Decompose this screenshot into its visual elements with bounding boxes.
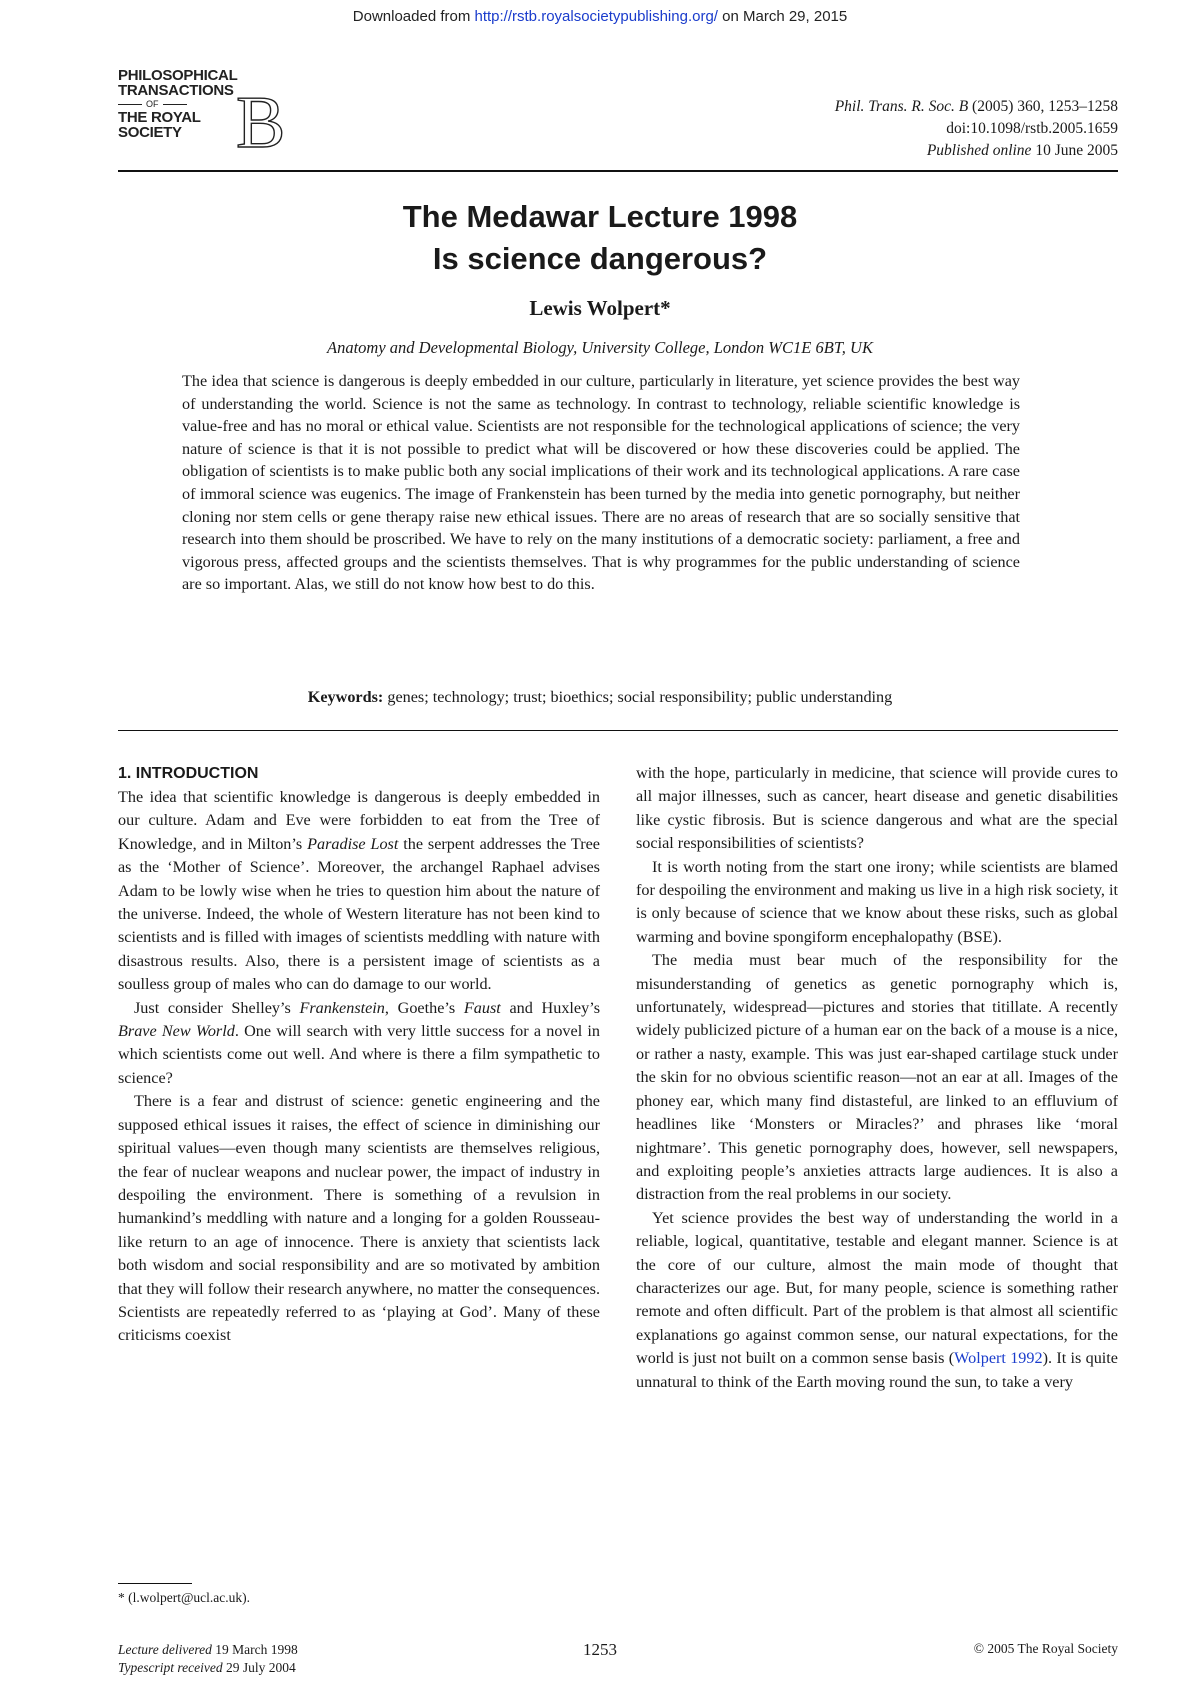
paragraph-r4 <box>636 1207 1118 1394</box>
reference-link[interactable]: Wolpert 1992 <box>954 1349 1043 1368</box>
p1-italic: Paradise Lost <box>307 834 399 853</box>
citation-journal: Phil. Trans. R. Soc. B <box>834 98 969 115</box>
p2-italic-1: Frankenstein <box>299 998 385 1017</box>
typescript-received <box>118 1659 298 1677</box>
p2-text-d: . One will search with very little success for a novel in which scientists come out well. And where is there a film sympathetic to science? <box>118 1022 600 1087</box>
typescript-date: 29 July 2004 <box>222 1660 296 1675</box>
logo-line-1: PHILOSOPHICAL <box>118 67 238 84</box>
keywords-text: genes; technology; trust; bioethics; social responsibility; public understanding <box>383 688 893 706</box>
author-name: Lewis Wolpert* <box>529 296 671 320</box>
page-number: 1253 <box>583 1640 617 1659</box>
p1-text-a: The idea that scientific knowledge is dangerous is deeply embedded in our culture. Adam and Eve were forbidden to eat from the Tree of Knowledge, and in Milton’s <box>118 788 600 853</box>
logo-line-2: TRANSACTIONS <box>118 82 234 99</box>
lecture-label: Lecture delivered <box>118 1642 212 1657</box>
citation-line <box>835 96 1118 118</box>
paragraph-r1: with the hope, particularly in medicine, that science will provide cures to all major illnesses, such as cancer, heart disease and genetic disabilities like cystic fibrosis. But is science dangerous and what are the special social responsibilities of scientists? <box>636 764 1118 853</box>
paragraph-3: There is a fear and distrust of science: genetic engineering and the supposed ethical issues it raises, the effect of science in diminishing our spiritual values—even though many scientists are themselves religious, the fear of nuclear weapons and nuclear power, the impact of industry in despoiling the environment. There is something of a revulsion in humankind’s meddling with nature and a longing for a golden Rousseau-like return to an age of innocence. There is anxiety that scientists lack both wisdom and social responsibility and are so motivated by ambition that they will follow their research anywhere, no matter the consequences. Scientists are repeatedly referred to as ‘playing at God’. Many of these criticisms coexist <box>118 1092 600 1345</box>
header-rule <box>118 170 1118 172</box>
p2-text-c: and Huxley’s <box>500 998 601 1017</box>
r4-text-a: Yet science provides the best way of understanding the world in a reliable, logical, quantitative, testable and elegant manner. Science is at the core of our culture, almost the main mode of thought that characterizes our age. But, for many people, science is something rather remote and often difficult. Part of the problem is that almost all scientific explanations go against common sense, our natural expectations, for the world is just not built on a common sense basis ( <box>636 1208 1118 1368</box>
journal-logo <box>118 67 286 164</box>
logo-line-4: SOCIETY <box>118 124 182 141</box>
citation-published <box>835 140 1118 162</box>
copyright: © 2005 The Royal Society <box>973 1641 1118 1656</box>
p1-text-b: the serpent addresses the Tree as the ‘Mother of Science’. Moreover, the archangel Raphael advises Adam to be lowly wise when he tries to question him about the nature of the universe. Indeed, the whole of Western literature has not been kind to scientists and is filled with images of scientists meddling with nature with disastrous results. Also, there is a persistent image of scientists as a soulless group of males who can do damage to our world. <box>118 834 600 994</box>
right-column <box>636 762 1118 1394</box>
paragraph-1 <box>118 786 600 997</box>
footnote: * (l.wolpert@ucl.ac.uk). <box>118 1590 251 1605</box>
citation-block <box>835 96 1118 162</box>
footnote-rule <box>118 1583 192 1584</box>
logo-of: OF <box>118 99 278 109</box>
published-label: Published online <box>926 142 1032 159</box>
typescript-label: Typescript received <box>118 1660 223 1675</box>
title-line-1: The Medawar Lecture 1998 <box>402 199 798 234</box>
published-date: 10 June 2005 <box>1035 142 1118 159</box>
p2-text-a: Just consider Shelley’s <box>134 998 300 1017</box>
keywords-label: Keywords: <box>307 688 384 706</box>
download-notice <box>0 8 1200 25</box>
download-prefix: Downloaded from <box>352 8 475 25</box>
logo-letter-b: B <box>236 82 286 164</box>
r4-text-b: ). It is quite unnatural to think of the Earth moving round the sun, to take a very <box>636 1349 1118 1391</box>
download-link[interactable]: http://rstb.royalsocietypublishing.org/ <box>474 8 718 25</box>
abstract-rule <box>118 730 1118 731</box>
paragraph-r3: The media must bear much of the responsibility for the misunderstanding of genetics as genetic pornography which is, unfortunately, widespread—pictures and stories that titillate. A recently widely publicized picture of a human ear on the back of a mouse is a nice, or rather a nasty, example. This was just ear-shaped cartilage stuck under the skin for no obvious scientific reason—not an ear at all. Images of the phoney ear, which many find distasteful, are linked to an effluvium of headlines like ‘Monsters or Miracles?’ and phrases like ‘moral nightmare’. This genetic pornography does, however, sell newspapers, and exploiting people’s anxieties attracts large audiences. It is also a distraction from the real problems in our society. <box>636 951 1118 1204</box>
keywords <box>0 688 1200 707</box>
abstract: The idea that science is dangerous is deeply embedded in our culture, particularly in literature, yet science provides the best way of understanding the world. Science is not the same as technology. In contrast to technology, reliable scientific knowledge is value-free and has no moral or ethical value. Scientists are not responsible for the technological applications of science; the very nature of science is that it is not possible to predict what will be discovered or how these discoveries could be applied. The obligation of scientists is to make public both any social implications of their work and its technological applications. A rare case of immoral science was eugenics. The image of Frankenstein has been turned by the media into genetic pornography, but neither cloning nor stem cells or gene therapy raise new ethical issues. There are no areas of research that are so socially sensitive that research into them should be proscribed. We have to rely on the many institutions of a democratic society: parliament, a free and vigorous press, affected groups and the scientists themselves. That is why programmes for the public understanding of science are so important. Alas, we still do not know how best to do this. <box>182 372 1020 594</box>
p2-italic-2: Faust <box>463 998 501 1017</box>
citation-volume: (2005) 360, 1253–1258 <box>972 98 1118 115</box>
title-line-2: Is science dangerous? <box>432 241 768 276</box>
p2-text-b: , Goethe’s <box>384 998 464 1017</box>
section-heading: 1. INTRODUCTION <box>118 765 259 782</box>
paragraph-r2: It is worth noting from the start one irony; while scientists are blamed for despoiling the environment and making us live in a high risk society, it is only because of science that we know about these risks, such as global warming and bovine spongiform encephalopathy (BSE). <box>636 857 1118 946</box>
p2-italic-3: Brave New World <box>118 1022 235 1041</box>
paragraph-2 <box>118 997 600 1091</box>
author-affiliation: Anatomy and Developmental Biology, University College, London WC1E 6BT, UK <box>327 338 873 357</box>
left-column <box>118 762 600 1348</box>
logo-line-3: THE ROYAL <box>118 109 201 126</box>
download-suffix: on March 29, 2015 <box>717 8 848 25</box>
citation-doi: doi:10.1098/rstb.2005.1659 <box>946 120 1118 137</box>
lecture-date: 19 March 1998 <box>211 1642 298 1657</box>
